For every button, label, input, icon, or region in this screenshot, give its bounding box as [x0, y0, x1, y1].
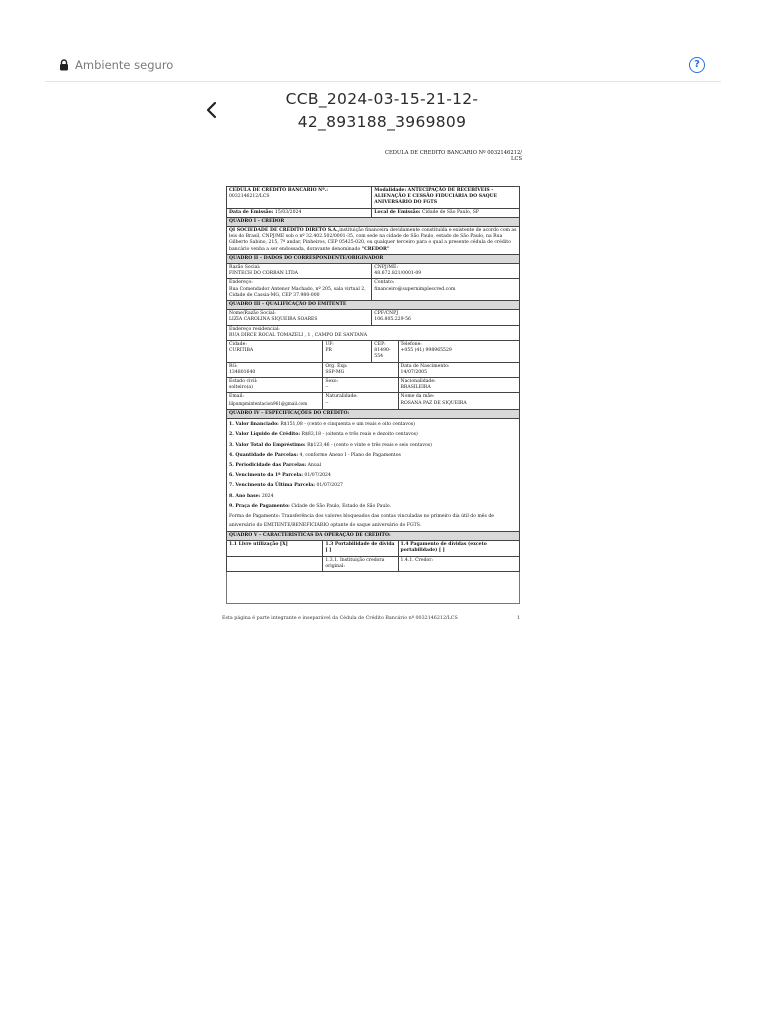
cnpj-value: 48.672.821/0001-09: [374, 271, 422, 277]
org-label: Org. Exp:: [325, 363, 348, 369]
header-line2: LCS: [511, 156, 522, 162]
mae-value: ROSANA PAZ DE SIQUEIRA: [400, 400, 467, 406]
local-value: Cidade de São Paulo, SP: [421, 209, 479, 215]
credor-field: 1.4.1. Credor:: [398, 556, 519, 571]
nacionalidade-label: Nacionalidade:: [400, 379, 436, 385]
credor-term: "CREDOR": [361, 246, 390, 252]
credor-text: instituição financeira devidamente constituída e existente de acordo com as leis do Brasil, CNPJ/ME sob o nº 32.402.502/0001-35, com sede na cidade de São Paulo, estado de São Paulo, na Rua Gilberto Sabino, 215, 7º andar, Pinheiros, CEP 05425-020, ou qualquer terceiro para o qual a presente cédula de crédito bancário venha a ser endossada, doravante denominado: [229, 228, 517, 252]
sexo-value: --: [325, 385, 329, 391]
civil-label: Estado civil:: [229, 379, 258, 385]
empty-cell: [227, 556, 323, 571]
secure-label: Ambiente seguro: [75, 58, 174, 72]
quadro-5-title: QUADRO V – CARACTERÍSTICAS DA OPERAÇÃO DE CRÉDITO:: [227, 531, 520, 540]
endereco-label: Endereço:: [229, 280, 253, 286]
spec-item-5: 5. Periodicidade das Parcelas: Anual: [229, 462, 322, 468]
quadro-4-title: QUADRO IV – ESPECIFICAÇÕES DO CRÉDITO:: [227, 409, 520, 418]
lock-icon: [59, 59, 69, 71]
document-page[interactable]: [220, 150, 522, 621]
contato-label: Contato:: [374, 280, 395, 286]
cidade-value: CURITIBA: [229, 348, 254, 354]
nome-label: Nome/Razão Social:: [229, 311, 276, 317]
sexo-label: Sexo:: [325, 379, 339, 385]
nascimento-label: Data de Nascimento:: [400, 363, 450, 369]
local-label: Local de Emissão:: [374, 209, 421, 215]
emissao-label: Data de Emissão:: [229, 209, 274, 215]
document-title-line2: 42_893188_3969809: [297, 113, 467, 131]
page-number: 1: [516, 616, 520, 621]
cep-label: CEP:: [374, 342, 386, 348]
rg-value: 134801640: [229, 369, 256, 375]
spec-item-9: 9. Praça de Pagamento: Cidade de São Paulo, Estado de São Paulo.: [229, 503, 391, 509]
cnpj-label: CNPJ/ME:: [374, 265, 398, 271]
quadro-1-title: QUADRO I – CREDOR: [227, 217, 520, 226]
endereco-res-value: RUA DIRCE ROCAL TOMAZELI , 1 , CAMPO DE SANTANA: [229, 332, 368, 338]
modalidade-label: Modalidade:: [374, 188, 407, 193]
cpf-value: 106.805.229-56: [374, 317, 411, 323]
portabilidade: 1.3 Portabilidade de dívida [ ]: [323, 541, 398, 556]
org-value: SSP-MG: [325, 369, 345, 375]
credit-spec-list: [227, 419, 520, 532]
uf-label: UF:: [325, 342, 334, 348]
ccb-table: [226, 186, 520, 572]
cidade-label: Cidade:: [229, 342, 247, 348]
email-label: Email:: [229, 394, 244, 400]
document-footer: [222, 616, 520, 621]
rg-label: RG:: [229, 363, 238, 369]
contato-value: financeiro@supernimplescred.com: [374, 286, 456, 292]
modalidade-value: ANTECIPAÇÃO DE RECEBÍVEIS - ALIENAÇÃO E CESSÃO FIDUCIÁRIA DO SAQUE ANIVERSÁRIO DO FGTS: [374, 188, 498, 206]
ccb-number-label: CEDULA DE CRÉDITO BANCÁRIO Nº.:: [229, 188, 328, 193]
razao-label: Razão Social:: [229, 265, 261, 271]
top-bar: [45, 56, 721, 82]
ccb-number: 0032146212/LCS: [229, 194, 270, 200]
emissao-value: 15/03/2024: [274, 209, 302, 215]
spec-item-6: 6. Vencimento da 1ª Parcela: 01/07/2024: [229, 473, 331, 479]
document-title: [262, 88, 502, 134]
email-value: lilpumpmintentacion961@gmail.com: [229, 400, 308, 406]
naturalidade-value: --: [325, 400, 329, 406]
cep-value: 81490-554: [374, 348, 391, 360]
civil-value: solteiro(a): [229, 385, 253, 391]
header-line1: CEDULA DE CREDITO BANCARIO Nº 0032146212/: [384, 150, 522, 156]
spec-item-4: 4. Quantidade de Parcelas: 4, conforme Anexo I - Plano de Pagamentos: [229, 452, 401, 458]
uf-value: PR: [325, 348, 332, 354]
endereco-value: Rua Comendador Antenor Machado, nº 205, sala virtual 2, Cidade de Cassia-MG, CEP 37.980-000: [229, 286, 366, 298]
chevron-left-icon[interactable]: [204, 100, 220, 120]
quadro-2-title: QUADRO II – DADOS DO CORRESPONDENTE/ORIGINADOR: [227, 254, 520, 263]
quadro-3-title: QUADRO III – QUALIFICAÇÃO DO EMITENTE: [227, 301, 520, 310]
mae-label: Nome da mãe:: [400, 394, 435, 400]
secure-indicator: [59, 58, 173, 72]
instituicao-credora: 1.3.1. Instituição credora original:: [323, 556, 398, 571]
nascimento-value: 14/07/2005: [400, 369, 428, 375]
nacionalidade-value: BRASILEIRA: [400, 385, 431, 391]
spec-item-2: 2. Valor Líquido de Crédito: R$83,18 - (oitenta e três reais e dezoito centavos): [229, 432, 418, 438]
credor-name: QI SOCIEDADE DE CRÉDITO DIRETO S.A.,: [229, 228, 340, 234]
nome-value: LIZIA CAROLINA SIQUEIRA SOARES: [229, 317, 318, 323]
document-header: [220, 150, 522, 162]
help-icon[interactable]: ?: [689, 57, 705, 73]
footer-text: Esta página é parte integrante e inseparável da Cédula de Crédito Bancário nº 0032146212/LCS: [222, 616, 458, 621]
naturalidade-label: Naturalidade:: [325, 394, 358, 400]
spec-item-8: 8. Ano base: 2024: [229, 493, 274, 499]
telefone-value: +055 (41) 998965529: [400, 348, 452, 354]
pagamento-dividas: 1.4 Pagamento de dívidas (exceto portabilidade) [ ]: [398, 541, 519, 556]
spec-item-3: 3. Valor Total do Empréstimo: R$123,46 - (cento e vinte e três reais e seis centavos): [229, 442, 432, 448]
spec-item-1: 1. Valor financiado: R$151,08 - (cento e cinquenta e um reais e oito centavos): [229, 422, 415, 428]
document-title-line1: CCB_2024-03-15-21-12-: [285, 90, 479, 108]
telefone-label: Telefone:: [400, 342, 422, 348]
razao-value: FINTECH DO CORBAN LTDA: [229, 271, 298, 277]
livre-utilizacao: 1.1 Livre utilização [X]: [227, 541, 323, 556]
cpf-label: CPF/CNPJ: [374, 311, 399, 317]
spec-item-7: 7. Vencimento da Última Parcela: 01/07/2027: [229, 483, 343, 489]
forma-pagamento: Forma de Pagamento: Transferência dos valores bloqueados das contas vinculadas no primeiro dia útil do mês de aniversário do EMITENTE/BENEFICIÁRIO optante do saque aniversário do FGTS.: [229, 513, 494, 528]
endereco-res-label: Endereço residencial:: [229, 326, 280, 332]
